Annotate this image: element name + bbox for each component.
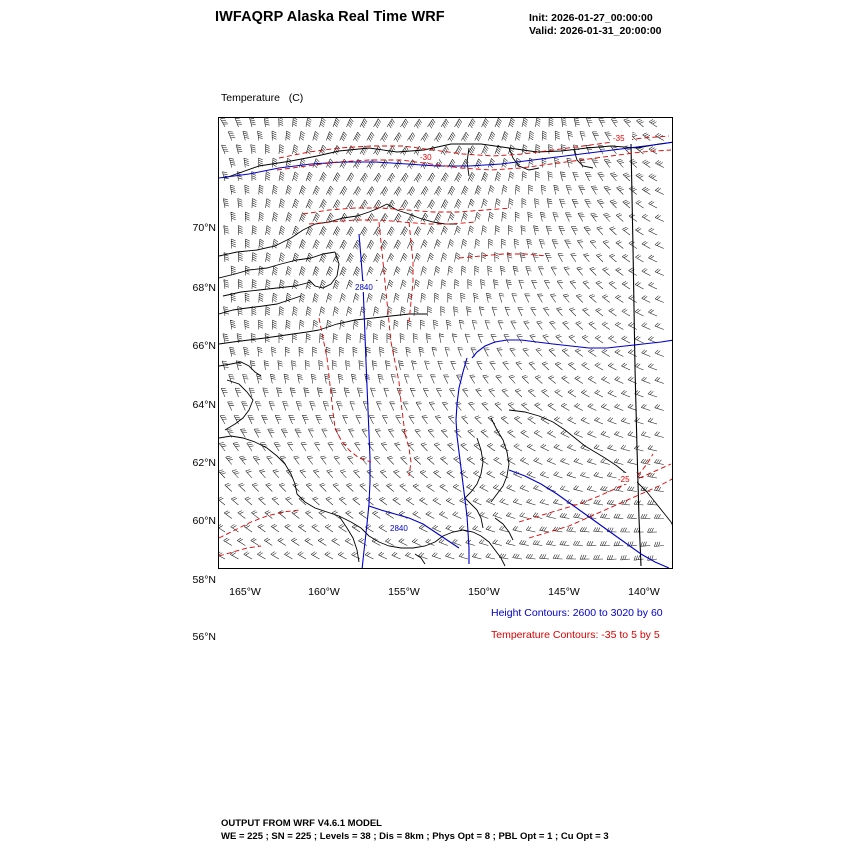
page-title: IWFAQRP Alaska Real Time WRF [215,9,445,25]
x-tick-1: 160°W [308,586,340,598]
valid-time: Valid: 2026-01-31_20:00:00 [529,25,662,37]
x-axis-tick-labels [200,586,700,606]
map-canvas [219,118,673,569]
y-tick-7: 56°N [192,631,216,643]
height-label-2840b: 2840 [390,524,408,533]
temp-label-25: -25 [618,475,630,484]
footer-line-2: WE = 225 ; SN = 225 ; Levels = 38 ; Dis = 8km ; Phys Opt = 8 ; PBL Opt = 1 ; Cu Opt = 3 [221,830,609,842]
temp-label-30: -30 [420,153,432,162]
height-contour-legend: Height Contours: 2600 to 3020 by 60 [491,607,663,619]
y-tick-5: 60°N [192,515,216,527]
units-temperature: Temperature (C) [221,92,304,104]
y-tick-3: 64°N [192,399,216,411]
footer-line-1: OUTPUT FROM WRF V4.6.1 MODEL [221,818,382,829]
coastline-layer [219,142,673,566]
height-label-2840: 2840 [355,283,373,292]
y-tick-1: 68°N [192,282,216,294]
init-valid-block [529,12,662,38]
x-tick-5: 140°W [628,586,660,598]
x-tick-4: 145°W [548,586,580,598]
init-time: Init: 2026-01-27_00:00:00 [529,12,653,24]
y-axis-tick-labels [170,110,216,643]
height-contour-layer [219,142,673,569]
temperature-contour-labels [419,132,637,484]
weather-map-plot [218,117,673,569]
y-tick-0: 70°N [192,222,216,234]
wind-barbs-layer [219,118,664,561]
y-tick-2: 66°N [192,340,216,352]
y-tick-4: 62°N [192,457,216,469]
x-tick-2: 155°W [388,586,420,598]
temp-label-35: -35 [613,134,625,143]
temperature-contour-layer [219,136,673,556]
x-tick-0: 165°W [229,586,261,598]
temperature-contour-legend: Temperature Contours: -35 to 5 by 5 [491,629,660,641]
x-tick-3: 150°W [468,586,500,598]
model-output-footer [221,818,609,843]
y-tick-6: 58°N [192,574,216,586]
